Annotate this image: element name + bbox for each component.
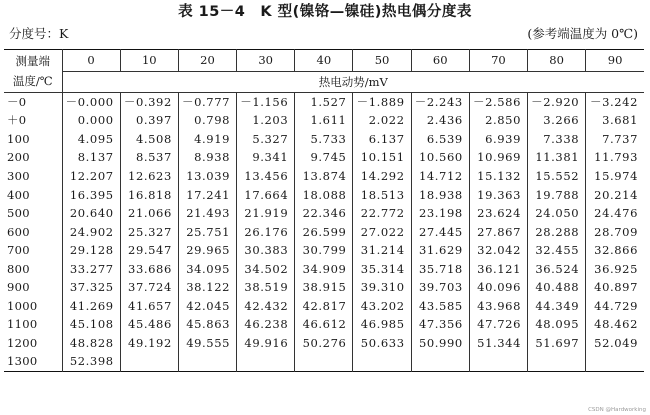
emf-value-cell bbox=[353, 352, 411, 371]
emf-value-cell: 46.985 bbox=[353, 315, 411, 334]
emf-value-cell: 8.537 bbox=[120, 148, 178, 167]
emf-value-cell: 36.524 bbox=[528, 259, 586, 278]
emf-value-cell: 41.269 bbox=[62, 297, 120, 316]
emf-value-cell: 0.397 bbox=[120, 111, 178, 130]
table-row bbox=[4, 222, 644, 241]
emf-value-cell: 4.508 bbox=[120, 130, 178, 149]
emf-value-cell: 41.657 bbox=[120, 297, 178, 316]
emf-value-cell: 4.919 bbox=[178, 130, 236, 149]
table-row bbox=[4, 111, 644, 130]
emf-value-cell: 21.493 bbox=[178, 204, 236, 223]
emf-value-cell: 47.726 bbox=[469, 315, 527, 334]
temperature-cell: 1000 bbox=[7, 298, 38, 313]
emf-value-cell: 9.745 bbox=[295, 148, 353, 167]
emf-value-cell: 8.938 bbox=[178, 148, 236, 167]
watermark: CSDN @Hardworking bbox=[588, 407, 646, 413]
emf-value-cell: 18.513 bbox=[353, 185, 411, 204]
emf-value-cell: 51.697 bbox=[528, 334, 586, 353]
emf-value-cell: 38.915 bbox=[295, 278, 353, 297]
unit-label: 热电动势/mV bbox=[62, 71, 644, 92]
table-row bbox=[4, 315, 644, 334]
emf-value-cell: 45.108 bbox=[62, 315, 120, 334]
temperature-cell: 700 bbox=[7, 243, 30, 258]
table-body bbox=[4, 92, 644, 371]
emf-value-cell: 50.276 bbox=[295, 334, 353, 353]
emf-value-cell bbox=[411, 352, 469, 371]
table-row bbox=[4, 241, 644, 260]
emf-value-cell: 26.176 bbox=[237, 222, 295, 241]
temperature-cell: 500 bbox=[7, 206, 30, 221]
emf-value-cell: 37.325 bbox=[62, 278, 120, 297]
emf-value-cell: 49.192 bbox=[120, 334, 178, 353]
emf-value-cell: 1.611 bbox=[295, 111, 353, 130]
column-header: 80 bbox=[528, 50, 586, 72]
emf-value-cell: 50.633 bbox=[353, 334, 411, 353]
emf-value-cell: 13.874 bbox=[295, 167, 353, 186]
emf-value-cell: 35.314 bbox=[353, 259, 411, 278]
emf-value-cell: 3.266 bbox=[528, 111, 586, 130]
emf-value-cell: 16.395 bbox=[62, 185, 120, 204]
emf-value-cell: 11.793 bbox=[586, 148, 644, 167]
emf-value-cell: 15.132 bbox=[469, 167, 527, 186]
temperature-cell: 1100 bbox=[7, 317, 38, 332]
row-header-label-top: 测量端 bbox=[15, 54, 50, 68]
temperature-cell: 100 bbox=[7, 131, 30, 146]
column-header-row bbox=[4, 50, 644, 72]
table-row bbox=[4, 185, 644, 204]
emf-value-cell: 1.527 bbox=[295, 92, 353, 111]
emf-value-cell: 22.772 bbox=[353, 204, 411, 223]
emf-value-cell bbox=[295, 352, 353, 371]
emf-value-cell: 6.137 bbox=[353, 130, 411, 149]
table-row bbox=[4, 259, 644, 278]
emf-value-cell: 18.088 bbox=[295, 185, 353, 204]
emf-value-cell: 11.381 bbox=[528, 148, 586, 167]
emf-value-cell: 52.049 bbox=[586, 334, 644, 353]
emf-value-cell: 36.925 bbox=[586, 259, 644, 278]
emf-value-cell: 17.241 bbox=[178, 185, 236, 204]
emf-value-cell: 15.974 bbox=[586, 167, 644, 186]
emf-value-cell: 43.585 bbox=[411, 297, 469, 316]
emf-value-cell: 35.718 bbox=[411, 259, 469, 278]
emf-value-cell: 38.519 bbox=[237, 278, 295, 297]
emf-value-cell: 15.552 bbox=[528, 167, 586, 186]
emf-value-cell: 29.965 bbox=[178, 241, 236, 260]
reference-note: (参考端温度为 0℃) bbox=[527, 26, 638, 41]
column-header: 70 bbox=[469, 50, 527, 72]
table-row bbox=[4, 278, 644, 297]
emf-value-cell: 34.502 bbox=[237, 259, 295, 278]
emf-value-cell: 6.939 bbox=[469, 130, 527, 149]
emf-value-cell: 9.341 bbox=[237, 148, 295, 167]
emf-value-cell: 34.909 bbox=[295, 259, 353, 278]
emf-value-cell: 43.968 bbox=[469, 297, 527, 316]
table-title: 表 15－4 K 型(镍铬—镍硅)热电偶分度表 bbox=[178, 4, 472, 20]
emf-value-cell: 17.664 bbox=[237, 185, 295, 204]
temperature-cell: 800 bbox=[7, 261, 30, 276]
emf-value-cell: 34.095 bbox=[178, 259, 236, 278]
emf-value-cell: 42.045 bbox=[178, 297, 236, 316]
emf-value-cell: 27.445 bbox=[411, 222, 469, 241]
emf-value-cell bbox=[586, 352, 644, 371]
emf-value-cell: 19.788 bbox=[528, 185, 586, 204]
emf-value-cell: 32.866 bbox=[586, 241, 644, 260]
emf-value-cell: 6.539 bbox=[411, 130, 469, 149]
emf-value-cell: 33.686 bbox=[120, 259, 178, 278]
emf-value-cell: 30.799 bbox=[295, 241, 353, 260]
emf-value-cell: 48.095 bbox=[528, 315, 586, 334]
table-row bbox=[4, 92, 644, 111]
emf-value-cell: 29.547 bbox=[120, 241, 178, 260]
emf-value-cell: 36.121 bbox=[469, 259, 527, 278]
column-header: 20 bbox=[178, 50, 236, 72]
emf-value-cell: 24.050 bbox=[528, 204, 586, 223]
emf-value-cell: 28.288 bbox=[528, 222, 586, 241]
emf-value-cell: 49.555 bbox=[178, 334, 236, 353]
scale-label: 分度号：K bbox=[9, 26, 69, 41]
emf-value-cell: 12.207 bbox=[62, 167, 120, 186]
table-row bbox=[4, 130, 644, 149]
emf-value-cell: 24.476 bbox=[586, 204, 644, 223]
emf-value-cell: 21.919 bbox=[237, 204, 295, 223]
column-header: 90 bbox=[586, 50, 644, 72]
emf-value-cell: 10.151 bbox=[353, 148, 411, 167]
column-header: 50 bbox=[353, 50, 411, 72]
emf-value-cell: 0.000 bbox=[62, 111, 120, 130]
temperature-cell: 400 bbox=[7, 187, 30, 202]
emf-value-cell: 49.916 bbox=[237, 334, 295, 353]
emf-value-cell: 25.327 bbox=[120, 222, 178, 241]
emf-value-cell: 27.867 bbox=[469, 222, 527, 241]
emf-value-cell: 13.039 bbox=[178, 167, 236, 186]
column-header: 0 bbox=[62, 50, 120, 72]
emf-value-cell: 39.703 bbox=[411, 278, 469, 297]
emf-value-cell: 4.095 bbox=[62, 130, 120, 149]
emf-value-cell: 14.292 bbox=[353, 167, 411, 186]
emf-value-cell: －0.000 bbox=[62, 92, 120, 111]
emf-value-cell: 16.818 bbox=[120, 185, 178, 204]
temperature-cell: 200 bbox=[7, 150, 30, 165]
emf-value-cell bbox=[237, 352, 295, 371]
emf-value-cell: 5.327 bbox=[237, 130, 295, 149]
column-header: 10 bbox=[120, 50, 178, 72]
emf-value-cell: 47.356 bbox=[411, 315, 469, 334]
emf-value-cell: 48.828 bbox=[62, 334, 120, 353]
emf-value-cell: －2.243 bbox=[411, 92, 469, 111]
temperature-cell: 900 bbox=[7, 280, 30, 295]
emf-value-cell: －0.392 bbox=[120, 92, 178, 111]
emf-value-cell: 33.277 bbox=[62, 259, 120, 278]
emf-value-cell: －3.242 bbox=[586, 92, 644, 111]
emf-value-cell: 21.066 bbox=[120, 204, 178, 223]
emf-value-cell: 52.398 bbox=[62, 352, 120, 371]
emf-value-cell: 7.737 bbox=[586, 130, 644, 149]
temperature-cell: ＋0 bbox=[7, 113, 27, 128]
emf-value-cell bbox=[469, 352, 527, 371]
table-row bbox=[4, 148, 644, 167]
emf-value-cell: 14.712 bbox=[411, 167, 469, 186]
emf-value-cell: －2.920 bbox=[528, 92, 586, 111]
emf-value-cell: 30.383 bbox=[237, 241, 295, 260]
emf-value-cell: 42.817 bbox=[295, 297, 353, 316]
row-header-label-bottom: 温度/℃ bbox=[4, 71, 62, 92]
unit-header-row bbox=[4, 71, 644, 92]
emf-value-cell: 43.202 bbox=[353, 297, 411, 316]
emf-value-cell: 28.709 bbox=[586, 222, 644, 241]
emf-value-cell: 23.198 bbox=[411, 204, 469, 223]
emf-value-cell: 40.488 bbox=[528, 278, 586, 297]
emf-value-cell: 19.363 bbox=[469, 185, 527, 204]
emf-value-cell bbox=[178, 352, 236, 371]
temperature-cell: 300 bbox=[7, 168, 30, 183]
emf-value-cell: 10.969 bbox=[469, 148, 527, 167]
temperature-cell: 1200 bbox=[7, 335, 38, 350]
emf-value-cell: －1.889 bbox=[353, 92, 411, 111]
emf-value-cell: 37.724 bbox=[120, 278, 178, 297]
emf-value-cell: 32.042 bbox=[469, 241, 527, 260]
table-row bbox=[4, 297, 644, 316]
emf-value-cell: 5.733 bbox=[295, 130, 353, 149]
table-row bbox=[4, 352, 644, 371]
emf-value-cell: 45.863 bbox=[178, 315, 236, 334]
emf-value-cell: 7.338 bbox=[528, 130, 586, 149]
column-header: 40 bbox=[295, 50, 353, 72]
temperature-cell: 1300 bbox=[7, 354, 38, 369]
emf-value-cell: 50.990 bbox=[411, 334, 469, 353]
thermocouple-table bbox=[4, 49, 644, 372]
emf-value-cell: 12.623 bbox=[120, 167, 178, 186]
emf-value-cell: 27.022 bbox=[353, 222, 411, 241]
emf-value-cell bbox=[528, 352, 586, 371]
emf-value-cell: 46.238 bbox=[237, 315, 295, 334]
emf-value-cell: 22.346 bbox=[295, 204, 353, 223]
emf-value-cell: 38.122 bbox=[178, 278, 236, 297]
emf-value-cell: 10.560 bbox=[411, 148, 469, 167]
column-header: 30 bbox=[237, 50, 295, 72]
temperature-cell: －0 bbox=[7, 94, 27, 109]
emf-value-cell: 31.214 bbox=[353, 241, 411, 260]
emf-value-cell bbox=[120, 352, 178, 371]
emf-value-cell: 46.612 bbox=[295, 315, 353, 334]
emf-value-cell: 40.897 bbox=[586, 278, 644, 297]
emf-value-cell: 39.310 bbox=[353, 278, 411, 297]
emf-value-cell: 18.938 bbox=[411, 185, 469, 204]
emf-value-cell: 51.344 bbox=[469, 334, 527, 353]
emf-value-cell: 45.486 bbox=[120, 315, 178, 334]
temperature-cell: 600 bbox=[7, 224, 30, 239]
column-header: 60 bbox=[411, 50, 469, 72]
emf-value-cell: 2.436 bbox=[411, 111, 469, 130]
emf-value-cell: 0.798 bbox=[178, 111, 236, 130]
emf-value-cell: 25.751 bbox=[178, 222, 236, 241]
table-row bbox=[4, 334, 644, 353]
emf-value-cell: 48.462 bbox=[586, 315, 644, 334]
emf-value-cell: 24.902 bbox=[62, 222, 120, 241]
emf-value-cell: 40.096 bbox=[469, 278, 527, 297]
emf-value-cell: 29.128 bbox=[62, 241, 120, 260]
emf-value-cell: 42.432 bbox=[237, 297, 295, 316]
emf-value-cell: 20.214 bbox=[586, 185, 644, 204]
emf-value-cell: －1.156 bbox=[237, 92, 295, 111]
emf-value-cell: 8.137 bbox=[62, 148, 120, 167]
emf-value-cell: 31.629 bbox=[411, 241, 469, 260]
emf-value-cell: 20.640 bbox=[62, 204, 120, 223]
table-row bbox=[4, 167, 644, 186]
table-row bbox=[4, 204, 644, 223]
emf-value-cell: 2.022 bbox=[353, 111, 411, 130]
emf-value-cell: －2.586 bbox=[469, 92, 527, 111]
emf-value-cell: 2.850 bbox=[469, 111, 527, 130]
emf-value-cell: 44.729 bbox=[586, 297, 644, 316]
emf-value-cell: 1.203 bbox=[237, 111, 295, 130]
emf-value-cell: －0.777 bbox=[178, 92, 236, 111]
emf-value-cell: 3.681 bbox=[586, 111, 644, 130]
emf-value-cell: 44.349 bbox=[528, 297, 586, 316]
emf-value-cell: 13.456 bbox=[237, 167, 295, 186]
emf-value-cell: 23.624 bbox=[469, 204, 527, 223]
emf-value-cell: 32.455 bbox=[528, 241, 586, 260]
emf-value-cell: 26.599 bbox=[295, 222, 353, 241]
